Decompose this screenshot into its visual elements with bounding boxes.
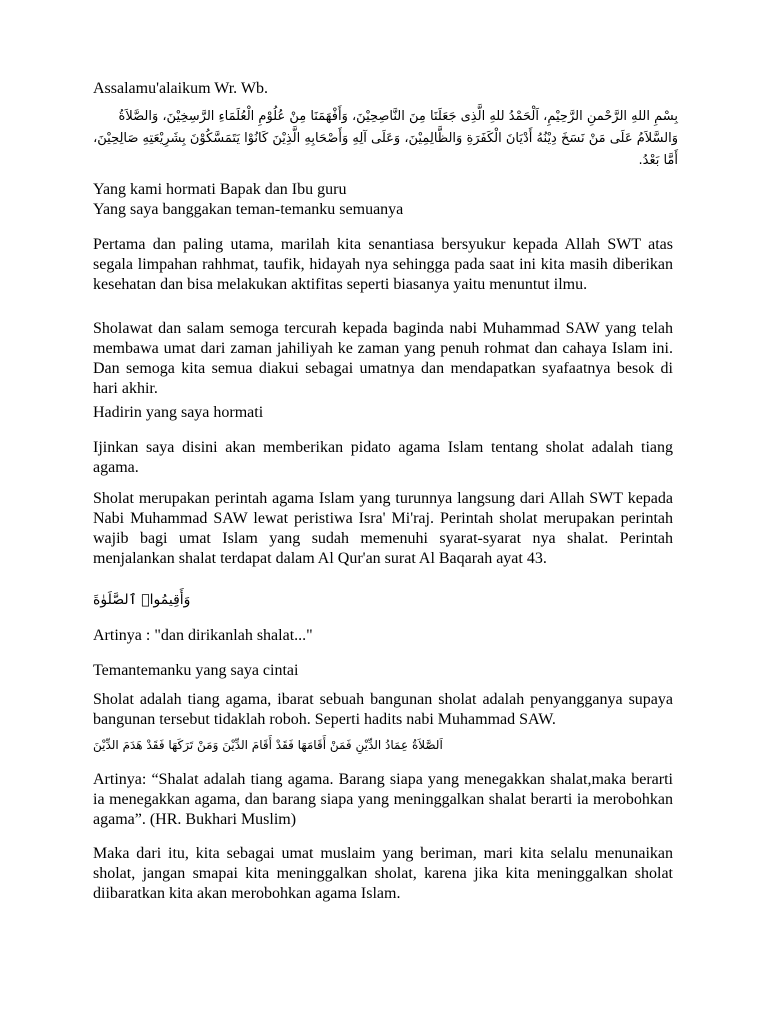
paragraph-topic: Ijinkan saya disini akan memberikan pidato agama Islam tentang sholat adalah tiang agama. [93,439,673,476]
hadith-translation: Artinya: “Shalat adalah tiang agama. Barang siapa yang menegakkan shalat,maka berarti ia menegakkan agama, dan barang siapa yang meninggalkan shalat berarti ia merobohkan agama”. (HR. Bukhari Muslim) [93,771,673,828]
paragraph-command: Sholat merupakan perintah agama Islam yang turunnya langsung dari Allah SWT kepada Nabi Muhammad SAW lewat peristiwa Isra' Mi'raj. Perintah sholat merupakan perintah wajib bagi umat Islam yang sudah memenuhi syarat-syarat nya shalat. Perintah menjalankan shalat terdapat dalam Al Qur'an surat Al Baqarah ayat 43. [93,490,673,567]
salutation-line-1: Yang kami hormati Bapak dan Ibu guru [93,181,347,198]
arabic-opening-prayer: بِسْمِ اللهِ الرَّحْمنِ الرَّحِيْمِ، اَلْحَمْدُ للهِ الَّذِى جَعَلَنَا مِنَ النَّاصِحِيْنَ، وَأَفْهَمَنَا مِنْ عُلُوْمِ الْعُلَمَاءِ الرَّسِخِيْنَ، وَالصَّلاَةُ وَالسَّلاَمُ عَلَى مَنْ نَسَخَ دِيْنُهُ أَدْيَانَ الْكَفَرَةِ وَالظَّالِمِيْنَ، وَعَلَى آلِهِ وَأَصْحَابِهِ الَّذِيْنَ كَانُوْا يَتَمَسَّكُوْنَ بِشَرِيْعَتِهِ صَالِحِيْنَ، أَمَّا بَعْدُ. [93,109,678,168]
heading-audience: Hadirin yang saya hormati [93,404,264,421]
verse-translation: Artinya : "dan dirikanlah shalat..." [93,627,313,644]
salutation-line-2: Yang saya banggakan teman-temanku semuanya [93,201,404,218]
arabic-verse: وَأَقِيمُوا۟ ٱلصَّلَوٰةَ [93,592,191,608]
arabic-hadith: اَلصَّلاَةُ عِمَادُ الدِّيْنِ فَمَنْ أَقَامَهَا فَقَدْ أَقَامَ الدِّيْنَ وَمَنْ تَرَكَهَا فَقَدْ هَدَمَ الدِّيْنَ [93,738,443,752]
paragraph-gratitude: Pertama dan paling utama, marilah kita senantiasa bersyukur kepada Allah SWT atas segala limpahan rahhmat, taufik, hidayah nya sehingga pada saat ini kita masih diberikan kesehatan dan bisa melakukan aktifitas seperti biasanya yaitu menuntut ilmu. [93,236,673,293]
paragraph-sholawat: Sholawat dan salam semoga tercurah kepada baginda nabi Muhammad SAW yang telah membawa umat dari zaman jahiliyah ke zaman yang penuh rohmat dan cahaya Islam ini. Dan semoga kita semua diakui sebagai umatnya dan mendapatkan syafaatnya besok di hari akhir. [93,320,673,397]
heading-friends: Temantemanku yang saya cintai [93,662,299,679]
greeting: Assalamu'alaikum Wr. Wb. [93,80,268,97]
paragraph-pillar: Sholat adalah tiang agama, ibarat sebuah bangunan sholat adalah penyangganya supaya bangunan tersebut tidaklah roboh. Seperti hadits nabi Muhammad SAW. [93,691,673,728]
paragraph-closing: Maka dari itu, kita sebagai umat muslaim yang beriman, mari kita selalu menunaikan sholat, jangan smapai kita meninggalkan sholat, karena jika kita meninggalkan sholat diibaratkan kita akan merobohkan agama Islam. [93,845,673,902]
